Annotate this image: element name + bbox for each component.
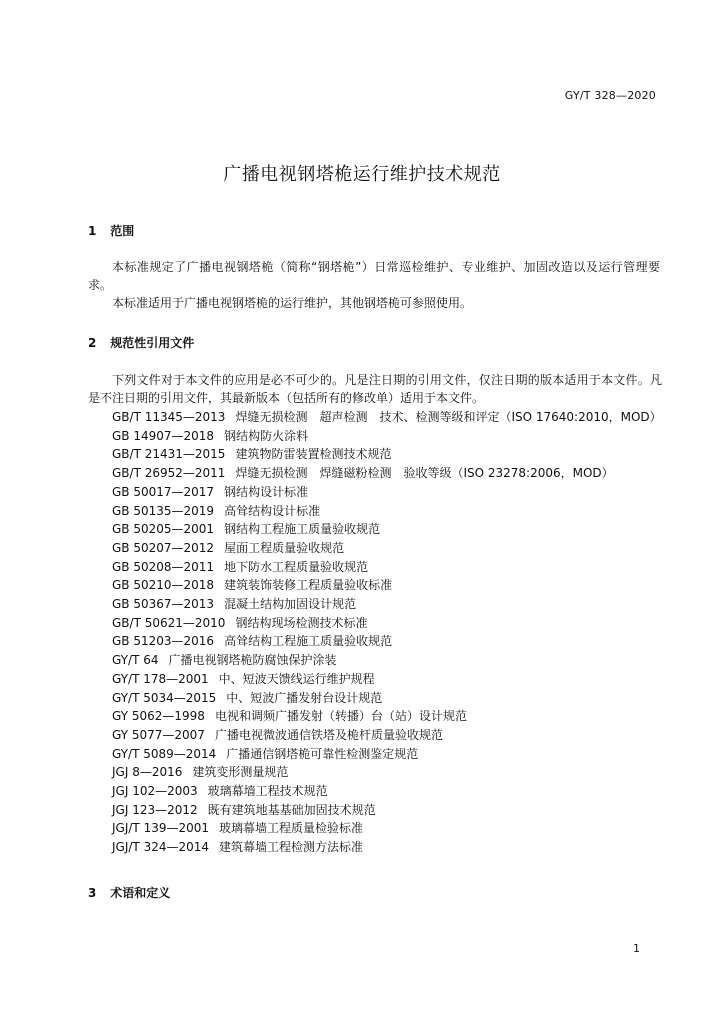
reference-code: GY/T 178—2001: [112, 671, 209, 686]
reference-code: GB/T 50621—2010: [112, 615, 226, 630]
reference-item: [112, 595, 662, 614]
reference-item: [112, 614, 662, 633]
reference-code: JGJ/T 139—2001: [112, 821, 210, 836]
reference-code: GY/T 5034—2015: [112, 690, 217, 705]
reference-code: JGJ/T 324—2014: [112, 840, 210, 855]
reference-item: [112, 651, 662, 670]
reference-title: 既有建筑地基基础加固技术规范: [207, 802, 376, 817]
section-number: 3: [88, 886, 97, 900]
reference-code: JGJ 8—2016: [112, 765, 183, 780]
reference-item: [112, 502, 662, 521]
reference-code: GB 51203—2016: [112, 634, 215, 649]
reference-item: [112, 838, 662, 857]
reference-item: [112, 689, 662, 708]
reference-item: [112, 801, 662, 820]
section-1-heading: [88, 222, 134, 239]
reference-title: 广播电视钢塔桅防腐蚀保护涂装: [168, 653, 337, 668]
reference-code: GB/T 26952—2011: [112, 466, 226, 481]
reference-code: JGJ 102—2003: [112, 784, 198, 799]
reference-item: [112, 726, 662, 745]
reference-title: 钢结构设计标准: [224, 484, 309, 499]
reference-item: [112, 427, 662, 446]
page-number: 1: [633, 942, 640, 955]
reference-code: JGJ 123—2012: [112, 802, 198, 817]
reference-title: 地下防水工程质量验收规范: [224, 559, 369, 574]
reference-code: GY/T 64: [112, 653, 159, 668]
reference-item: [112, 464, 662, 483]
reference-code: GY/T 5089—2014: [112, 746, 217, 761]
reference-title: 钢结构工程施工质量验收规范: [224, 522, 381, 537]
section-number: 1: [88, 224, 97, 238]
reference-title: 玻璃幕墙工程质量检验标准: [219, 821, 364, 836]
reference-item: [112, 763, 662, 782]
reference-item: [112, 745, 662, 764]
reference-item: [112, 445, 662, 464]
reference-code: GB 50205—2001: [112, 522, 215, 537]
reference-title: 混凝土结构加固设计规范: [224, 597, 357, 612]
reference-title: 中、短波广播发射台设计规范: [226, 690, 383, 705]
reference-title: 建筑幕墙工程检测方法标准: [219, 840, 364, 855]
standard-code: GY/T 328—2020: [564, 89, 656, 102]
section-2-heading: [88, 334, 194, 351]
document-title: 广播电视钢塔桅运行维护技术规范: [223, 164, 501, 185]
reference-item: [112, 520, 662, 539]
reference-title: 焊缝无损检测 超声检测 技术、检测等级和评定（ISO 17640:2010，MOD）: [235, 410, 662, 424]
reference-code: GB 50367—2013: [112, 597, 215, 612]
reference-item: [112, 670, 662, 689]
reference-title: 高耸结构工程施工质量验收规范: [224, 634, 393, 649]
reference-code: GB 50208—2011: [112, 559, 215, 574]
reference-code: GB 50207—2012: [112, 540, 215, 555]
reference-code: GY 5062—1998: [112, 709, 205, 724]
reference-item: [112, 782, 662, 801]
section-1-paragraph-2: 本标准适用于广播电视钢塔桅的运行维护，其他钢塔桅可参照使用。: [112, 296, 473, 310]
reference-code: GY 5077—2007: [112, 727, 205, 742]
reference-code: GB 50017—2017: [112, 484, 215, 499]
reference-title: 电视和调频广播发射（转播）台（站）设计规范: [214, 709, 467, 724]
section-1-paragraph-1: 本标准规定了广播电视钢塔桅（简称“钢塔桅”）日常巡检维护、专业维护、加固改造以及运行管理要求。: [88, 260, 660, 292]
reference-item: [112, 483, 662, 502]
section-title: 规范性引用文件: [110, 336, 195, 350]
reference-code: GB/T 11345—2013: [112, 410, 226, 424]
normative-reference-list: [112, 408, 662, 857]
section-title: 范围: [110, 224, 135, 238]
reference-title: 钢结构防火涂料: [224, 428, 309, 443]
reference-item: [112, 707, 662, 726]
reference-title: 玻璃幕墙工程技术规范: [207, 784, 328, 799]
section-title: 术语和定义: [110, 886, 171, 900]
section-3-heading: [88, 884, 170, 901]
reference-code: GB 50210—2018: [112, 578, 215, 593]
reference-title: 建筑装饰装修工程质量验收标准: [224, 578, 393, 593]
reference-code: GB 50135—2019: [112, 503, 215, 518]
reference-title: 广播通信钢塔桅可靠性检测鉴定规范: [226, 746, 419, 761]
reference-title: 中、短波天馈线运行维护规程: [218, 671, 375, 686]
reference-item: [112, 558, 662, 577]
reference-title: 钢结构现场检测技术标准: [235, 615, 368, 630]
reference-title: 屋面工程质量验收规范: [224, 540, 345, 555]
reference-item: [112, 576, 662, 595]
reference-item: [112, 632, 662, 651]
reference-title: 建筑物防雷装置检测技术规范: [235, 447, 392, 462]
reference-title: 广播电视微波通信铁塔及桅杆质量验收规范: [214, 727, 443, 742]
reference-code: GB/T 21431—2015: [112, 447, 226, 462]
reference-item: [112, 408, 662, 427]
reference-item: [112, 819, 662, 838]
reference-title: 建筑变形测量规范: [192, 765, 289, 780]
reference-code: GB 14907—2018: [112, 428, 215, 443]
reference-title: 高耸结构设计标准: [224, 503, 321, 518]
section-number: 2: [88, 336, 97, 350]
section-2-paragraph-1: 下列文件对于本文件的应用是必不可少的。凡是注日期的引用文件，仅注日期的版本适用于本文件。凡是不注日期的引用文件，其最新版本（包括所有的修改单）适用于本文件。: [88, 373, 662, 405]
reference-item: [112, 539, 662, 558]
reference-title: 焊缝无损检测 焊缝磁粉检测 验收等级（ISO 23278:2006，MOD）: [235, 466, 614, 481]
